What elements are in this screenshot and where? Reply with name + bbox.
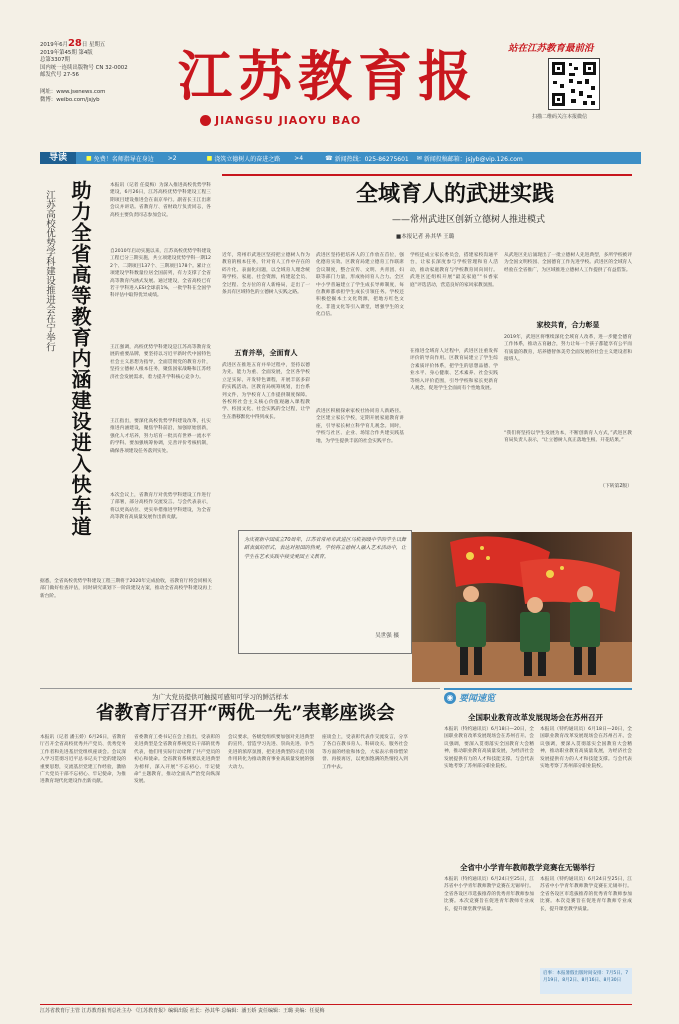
briefs-rule [444,688,632,690]
story2-col-4 [322,734,408,1002]
guide-item-2[interactable]: 浇筑立德树人的奋进之路 [214,155,281,163]
main-paragraph: 近年，常州市武进区坚持把立德树人作为教育的根本任务，针对育人工作中存在的碎片化、表面化问题，以全域育人理念统筹学校、家庭、社会资源，构建起全员、全过程、全方位的育人新格局，走出了一条具有区域特色的立德树人实践之路。 [222,253,310,296]
photo-caption: 为庆祝新中国成立70周年，江苏省常州市武进区马杭初级中学的学生以舞蹈表演的形式，表达对祖国的热爱，学校将立德树人融入艺术活动中，让学生在艺术实践中接受爱国主义教育。 [244,537,406,560]
main-paragraph: 2019年，武进区将继续深化全域育人改革，进一步健全德育工作体系，推动五育融合，努力让每一个孩子都能享有公平而有质量的教育，培养德智体美劳全面发展的社会主义建设者和接班人。 [504,335,632,363]
masthead-title: 江苏教育报 [178,44,478,108]
lead-body [110,182,211,574]
briefs-icon: ◉ [444,692,456,704]
footer-rule [40,1004,632,1005]
mail-icon: ✉ [416,154,422,162]
main-paragraph: 武进区坚持把培养人的工作放在首位，强化德育实效。区教育局建立德育工作联席会议制度，整合宣传、文明、共青团、妇联等部门力量，形成协同育人合力。全区中小学普遍建立了学生成长导师制度，每位教师都承担学生成长引领任务。学校还积极挖掘本土文化资源，把地方红色文化、非遗文化等引入课堂，增强学生的文化自信。 [316,253,404,318]
notice-text: 启事：本报暑假出版时间安排：7月5日、7月19日、8月2日、8月16日、8月30日 [543,971,629,983]
weekday: 星期五 [88,42,106,48]
footer-credits: 江苏省教育厅主管 江苏教育报刊总社主办 《江苏教育报》编辑出版 社长：孙其华 总编辑：潘玉娇 责任编辑：王璐 美编：任夏梅 [40,1008,325,1014]
weibo-line [40,97,170,105]
brief-2-col-b [540,876,632,966]
main-col-4 [504,252,632,524]
weibo-label: 微博： [40,96,57,103]
main-paragraph: “我们将坚持以学生发展为本，不断创新育人方式，”武进区教育局负责人表示，“让立德树人真正落地生根、开花结果。” [504,431,632,444]
guide-item-2-page[interactable]: >4 [294,154,304,162]
story2-kicker: 为广大党员提供可触摸可感知可学习的鲜活样本 [152,693,289,701]
briefs-header [444,691,495,704]
story2-col-2 [134,734,220,1002]
issue-line: 2019年第45期 第4版 [40,49,93,56]
story2-paragraph: 省委教育工委书记在会上指出，受表彰的先进典型是全省教育系统党员干部的优秀代表，他们用实际行动诠释了共产党员的初心和使命。全省教育系统要以先进典型为榜样，深入开展“不忘初心、牢记使命”主题教育，推动全面从严治党向纵深发展。 [134,735,220,785]
logo-icon [200,115,211,126]
lead-kicker: 江苏高校优势学科建设推进会在宁举行 [44,190,55,352]
main-subheadline: ——常州武进区创新立德树人推进模式 [392,215,546,225]
main-section-heading: 家校共育，合力彰显 [536,321,600,329]
issue-date [40,40,170,50]
brief-1-title: 全国职业教育改革发展现场会在苏州召开 [468,713,603,722]
lead-paragraph: 据悉，全省高校优势学科建设工程三期将于2020年完成验收，省教育厅将会同相关部门做好检查评估，同时研究谋划下一阶段建设方案，推动全省高校学科建设再上新台阶。 [40,579,212,599]
main-paragraph: 武进区在推进五育并举过程中，坚持以德为先、能力为重、全面发展，全区各学校立足实际，开发特色课程，开展丰富多彩的实践活动。区教育局统筹规划，出台系列文件，为学校育人工作提供制度保障。各校将社会主义核心价值观融入课程教学、校园文化、社会实践的全过程，让学生在潜移默化中得到成长。 [222,363,310,420]
masthead-slogan: 站在江苏教育最前沿 [508,43,594,54]
issue-info [40,40,170,104]
postal-code: 邮发代号 27-56 [40,72,79,79]
main-story-rule [222,174,632,176]
main-section-heading: 五育并举，全面育人 [234,349,298,357]
lead-headline: 助力全省高等教育内涵建设进入快车道 [68,180,92,537]
dance-performance-image [220,532,632,682]
qr-code-graphic [549,59,599,109]
masthead-en-line [200,114,361,127]
brief-2-text-cont: 本报讯（特约通讯员）6月24日至25日，江苏省中小学青年教师教学竞赛在无锡举行。全省各设区市选拔推荐的优秀青年教师参加比赛。本次竞赛旨在促进青年教师专业成长，提升课堂教学质量。 [540,877,632,912]
date-day: 28 [67,38,82,49]
brief-1-col-b [540,726,632,856]
brief-1-col-a [444,726,534,856]
masthead-title-en: JIANGSU JIAOYU BAO [215,114,362,127]
main-paragraph: 从武进区先后涌现出了一批立德树人先进典型，多所学校被评为全国文明校园、全国德育工作先进学校。武进区的全域育人经验在全省推广，为区域推进立德树人工作提供了有益借鉴。 [504,253,632,273]
news-email[interactable]: 新闻投稿邮箱：jsjyb@vip.126.com [423,155,523,163]
main-col-2 [316,252,404,524]
weibo-link[interactable]: weibo.com/jsjyb [56,96,100,103]
lead-paragraph: 本次会议上，省教育厅对优势学科建设工作进行了部署，部分高校作交流发言。与会代表表示，将以更高站位、更实举措推进学科建设，为全省高等教育高质量发展作出新贡献。 [110,493,211,521]
guide-bullet-icon: ■ [206,154,213,162]
brief-1-text: 本报讯（特约通讯员）6月18日—20日，全国职业教育改革发展现场会在苏州召开。会议强调，要深入贯彻落实全国教育大会精神，推动职业教育高质量发展，为经济社会发展提供有力的人才和技能支撑。与会代表实地考察了苏州部分职业院校。 [444,727,534,770]
website-label: 网址： [40,88,57,95]
website-line [40,89,170,97]
main-paragraph: 武进区积极探索家校社协同育人新路径。全区建立家长学校，定期开展家庭教育讲座，引导家长树立科学育儿观念。同时，学校与社区、企业、场馆合作共建实践基地，为学生提供丰富的社会实践平台。 [316,409,404,444]
section-divider [40,688,440,689]
guide-label: 导读 [40,152,76,164]
story2-paragraph: 会议要求，各级党组织要加强对先进典型的宣传，营造学习先进、崇尚先进、争当先进的浓厚氛围，把先进典型的示范引领作用转化为推动教育事业高质量发展的强大动力。 [228,735,314,770]
brief-2-col-a [444,876,534,992]
story2-headline: 省教育厅召开“两优一先”表彰座谈会 [96,703,395,724]
qr-code-icon[interactable] [548,58,600,110]
main-col-3 [410,252,498,524]
brief-2-title: 全省中小学青年教师教学竞赛在无锡举行 [460,863,595,872]
story2-col-1 [40,734,126,1002]
guide-item-1-page[interactable]: >2 [167,154,177,162]
news-hotline: 新闻热线：025-86275601 [334,155,409,163]
lead-paragraph: 王江强调，高校优势学科建设是江苏高等教育发展的重要品牌，要坚持以习近平新时代中国特色社会主义思想为指导，全面贯彻党的教育方针，坚持立德树人根本任务，聚焦国家战略和江苏经济社会发展需求，着力提升学科核心竞争力。 [110,345,211,380]
phone-icon: ☎ [325,154,333,162]
qr-caption: 扫描二维码关注本报微信 [532,114,588,120]
guide-item-1[interactable]: 免费！名师指导在身边 [93,155,154,163]
story2-col-3 [228,734,314,1002]
guide-bullet-icon: ■ [86,154,92,162]
main-headline: 全域育人的武进实践 [356,181,555,207]
total-issue: 总第3307期 [40,57,70,64]
publication-code: 国内统一连续出版物号 CN 32-0002 [40,64,128,71]
photo-credit: 吴世强 摄 [375,633,399,639]
date-day-suffix: 日 [81,42,88,48]
date-month: 2019年6月 [40,42,68,48]
lead-headline-block [40,174,104,554]
main-byline: ■本报记者 孙其华 王璐 [396,234,455,240]
continued-page-ref: （下转第2版） [600,484,632,489]
main-paragraph: 学校还成立家长委员会，搭建家校沟通平台，让家长深度参与学校管理和育人活动，推动家庭教育与学校教育同向同行。武进区还组织开展“最美家庭”“书香家庭”评选活动，营造良好的家风家教氛围。 [410,253,498,288]
notice-box [540,968,632,994]
lead-paragraph: 本报讯（记者 任夏梅）为深入推进高校优势学科建设，6月26日，江苏高校优势学科建设工程三期项目建设推进会在南京举行。副省长王江出席会议并讲话。省教育厅、省财政厅负责同志，各高校主要负责同志参加会议。 [110,183,211,218]
briefs-label: 要闻速览 [459,694,496,704]
story2-paragraph: 本报讯（记者 潘玉娇）6月26日，省教育厅召开全省高校优秀共产党员、优秀党务工作者和先进基层党组织座谈会。会议深入学习贯彻习近平总书记关于党的建设的重要思想，交流基层党建工作经验，激励广大党员干部不忘初心、牢记使命，为推进教育现代化建设作出新贡献。 [40,735,126,785]
main-paragraph: 在推进全域育人过程中，武进区注重发挥评价的导向作用。区教育局建立了学生综合素质评价体系，把学生的思想品德、学业水平、身心健康、艺术素养、社会实践等纳入评价范围，引导学校和家长更新育人观念，促进学生全面而有个性地发展。 [410,349,498,392]
news-photo [220,532,632,682]
brief-2-text: 本报讯（特约通讯员）6月24日至25日，江苏省中小学青年教师教学竞赛在无锡举行。全省各设区市选拔推荐的优秀青年教师参加比赛。本次竞赛旨在促进青年教师专业成长，提升课堂教学质量。 [444,877,534,912]
website-link[interactable]: www.jsenews.com [56,88,106,95]
story2-paragraph: 座谈会上，受表彰代表作交流发言，分享了各自在教书育人、科研攻关、服务社会等方面的经验和体会，大家表示将珍惜荣誉、再接再厉，以更加饱满的热情投入到工作中去。 [322,735,408,770]
brief-1-text-cont: 本报讯（特约通讯员）6月18日—20日，全国职业教育改革发展现场会在苏州召开。会议强调，要深入贯彻落实全国教育大会精神，推动职业教育高质量发展，为经济社会发展提供有力的人才和技能支撑。与会代表实地考察了苏州部分职业院校。 [540,727,632,770]
main-col-1 [222,252,310,524]
lead-paragraph: 王江指出，要深化高校优势学科建设改革，扎实推进内涵建设，聚焦学科前沿，加强原始创新，强化人才培养，努力培育一批具有世界一流水平的学科。要加强统筹协调，完善评价考核机制，确保各项建设任务落到实处。 [110,419,211,454]
lead-paragraph: 自2010年启动实施以来，江苏高校优势学科建设工程已分三期实施，共立项建设优势学科一期122个、二期项目137个、三期项目178个。累计立项建设学科数量位居全国前列，有力支撑了全省高等教育内涵式发展。通过建设，全省高校已有若干学科进入ESI全球前1%，一批学科在全国学科评估中取得优异成绩。 [110,249,211,299]
lead-body-bottom [40,578,212,632]
guide-bar [40,152,641,164]
